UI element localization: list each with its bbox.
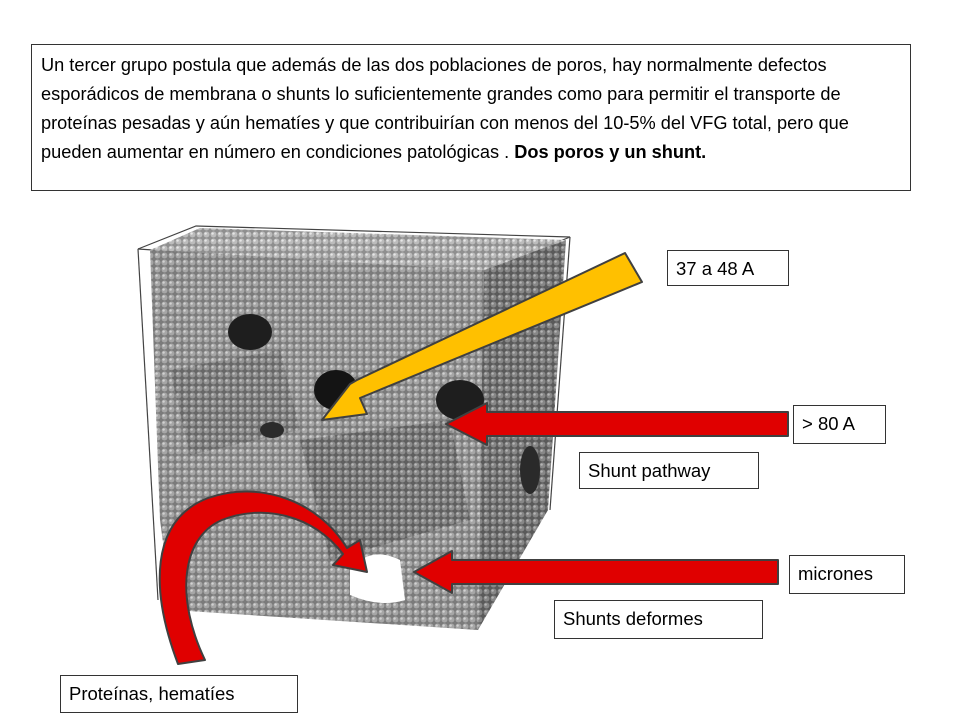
description-text: Un tercer grupo postula que además de las dos poblaciones de poros, hay normalmente defectos esporádicos de membrana o shunts lo suficientemente grandes como para permitir el transporte de proteínas pesadas y aún hematíes y que contribuirían con menos del 10-5% del VFG total, pero que pueden aumentar en número en condiciones patológicas .: [41, 55, 849, 162]
label-small-pore: 37 a 48 A: [667, 250, 789, 286]
label-microns: micrones: [789, 555, 905, 594]
label-shunt-pathway: Shunt pathway: [579, 452, 759, 489]
yellow-arrow: [322, 253, 642, 420]
description-bold-text: Dos poros y un shunt.: [514, 142, 707, 162]
curved-red-arrow: [160, 491, 367, 664]
label-proteins: Proteínas, hematíes: [60, 675, 298, 713]
label-large-pore: > 80 A: [793, 405, 886, 444]
red-arrow-large-pore: [446, 403, 788, 445]
label-deformed-shunts: Shunts deformes: [554, 600, 763, 639]
red-arrow-microns: [414, 551, 778, 593]
